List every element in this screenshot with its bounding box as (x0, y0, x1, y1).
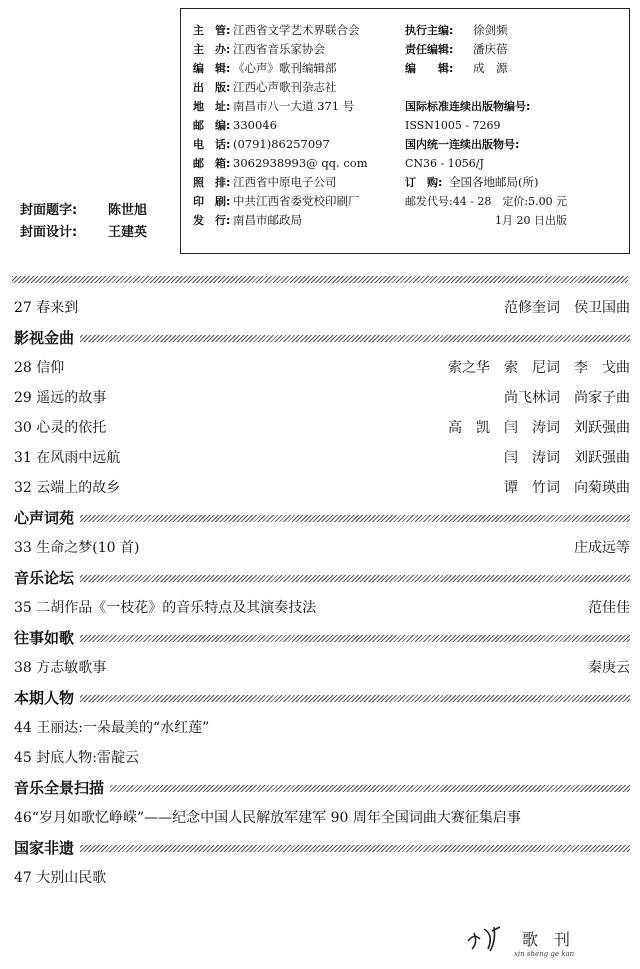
info-row: 发 行: 南昌市邮政局 (193, 213, 302, 227)
toc-entry[interactable] (14, 533, 630, 563)
entry-authors: 尚飞林词 尚家子曲 (504, 390, 630, 406)
issn-value: ISSN1005 - 7269 (405, 119, 501, 132)
info-row: 照 排: 江西省中原电子公司 (193, 175, 337, 189)
credit-label: 封面题字: (20, 203, 78, 218)
hatched-divider (14, 695, 630, 702)
entry-title: 29 遥远的故事 (14, 390, 107, 406)
entry-title: 44 王丽达:一朵最美的“水红莲” (14, 720, 210, 736)
entry-authors: 秦庚云 (588, 660, 630, 676)
info-row: 邮 编: 330046 (193, 118, 277, 132)
section-title: 往事如歌 (14, 623, 80, 653)
toc-entry[interactable] (14, 473, 630, 503)
section-title: 音乐论坛 (14, 563, 80, 593)
entry-title: 31 在风雨中远航 (14, 450, 121, 466)
cover-credits (20, 200, 180, 244)
cn-value: CN36 - 1056/J (405, 157, 484, 170)
toc-entry[interactable] (14, 293, 630, 323)
hatched-divider (14, 635, 630, 642)
entry-authors: 谭 竹词 向菊瑛曲 (504, 480, 630, 496)
entry-authors: 范佳佳 (588, 600, 630, 616)
section-heading (14, 563, 630, 593)
section-title: 心声词苑 (14, 503, 80, 533)
entry-authors: 范修奎词 侯卫国曲 (504, 300, 630, 316)
entry-title: 28 信仰 (14, 360, 65, 376)
info-row: 主 管: 江西省文学艺术界联合会 (193, 23, 360, 37)
table-of-contents (14, 293, 630, 893)
hatched-divider (14, 515, 630, 522)
section-title: 国家非遗 (14, 833, 80, 863)
entry-title: 27 春来到 (14, 300, 79, 316)
issn-heading: 国际标准连续出版物编号: (405, 100, 531, 113)
cover-calligraphy-credit (20, 200, 180, 222)
logo-pinyin: xin sheng ge kan (514, 950, 575, 958)
section-heading (14, 623, 630, 653)
editorial-details (405, 21, 625, 230)
logo-title: 歌 刊 (522, 930, 571, 949)
entry-title: 33 生命之梦(10 首) (14, 540, 140, 556)
entry-authors: 闫 涛词 刘跃强曲 (504, 450, 630, 466)
info-row: 邮 箱: 3062938993@ qq. com (193, 156, 368, 170)
hatched-divider (14, 575, 630, 582)
toc-entry[interactable] (14, 593, 630, 623)
entry-title: 47 大别山民歌 (14, 870, 107, 886)
info-row: 地 址: 南昌市八一大道 371 号 (193, 99, 355, 113)
info-row: 出 版: 江西心声歌刊杂志社 (193, 80, 337, 94)
toc-entry[interactable] (14, 653, 630, 683)
toc-entry[interactable] (14, 443, 630, 473)
section-title: 音乐全景扫描 (14, 773, 110, 803)
publication-info-box (180, 8, 630, 254)
entry-title: 38 方志敏歌事 (14, 660, 107, 676)
toc-entry[interactable] (14, 413, 630, 443)
entry-authors: 庄成远等 (574, 540, 630, 556)
info-row: 主 办: 江西省音乐家协会 (193, 42, 325, 56)
info-row: 印 刷: 中共江西省委党校印刷厂 (193, 194, 360, 208)
section-heading (14, 683, 630, 713)
credit-name: 陈世旭 (108, 203, 148, 218)
entry-authors: 高 凯 闫 涛词 刘跃强曲 (448, 420, 630, 436)
entry-title: 45 封底人物:雷靛云 (14, 750, 139, 766)
hatched-divider (12, 276, 628, 283)
toc-entry[interactable] (14, 713, 630, 743)
entry-title: 35 二胡作品《一枝花》的音乐特点及其演奏技法 (14, 600, 317, 616)
entry-title: 30 心灵的依托 (14, 420, 107, 436)
info-row: 编 辑: 《心声》歌刊编辑部 (193, 61, 337, 75)
postal-code-row: 邮发代号:44 - 28 定价:5.00 元 (405, 195, 568, 208)
hatched-divider (14, 335, 630, 342)
credit-label: 封面设计: (20, 225, 78, 240)
entry-title: 32 云端上的故乡 (14, 480, 121, 496)
section-heading (14, 323, 630, 353)
magazine-logo (460, 919, 620, 959)
publish-date-row: 1月 20 日出版 (495, 214, 567, 227)
section-title: 影视金曲 (14, 323, 80, 353)
info-row: 电 话: (0791)86257097 (193, 137, 330, 151)
section-title: 本期人物 (14, 683, 80, 713)
section-heading (14, 773, 630, 803)
exec-editor-row: 执行主编: 徐剑频 (405, 23, 508, 37)
entry-authors: 索之华 索 尼词 李 戈曲 (448, 360, 630, 376)
section-heading (14, 503, 630, 533)
toc-entry[interactable] (14, 743, 630, 773)
editor-row: 编 辑: 成 源 (405, 61, 508, 75)
resp-editor-row: 责任编辑: 潘庆蓓 (405, 42, 508, 56)
cover-design-credit (20, 222, 180, 244)
toc-entry[interactable] (14, 383, 630, 413)
credit-name: 王建英 (108, 225, 148, 240)
hatched-divider (14, 845, 630, 852)
toc-entry[interactable] (14, 803, 630, 833)
toc-entry[interactable] (14, 863, 630, 893)
cn-heading: 国内统一连续出版物号: (405, 138, 520, 151)
toc-entry[interactable] (14, 353, 630, 383)
spacer-row (405, 78, 625, 97)
publisher-details (193, 21, 408, 230)
entry-title: 46“岁月如歌忆峥嵘”——纪念中国人民解放军建军 90 周年全国词曲大赛征集启事 (14, 810, 521, 826)
section-heading (14, 833, 630, 863)
order-row: 订 购: 全国各地邮局(所) (405, 175, 539, 189)
